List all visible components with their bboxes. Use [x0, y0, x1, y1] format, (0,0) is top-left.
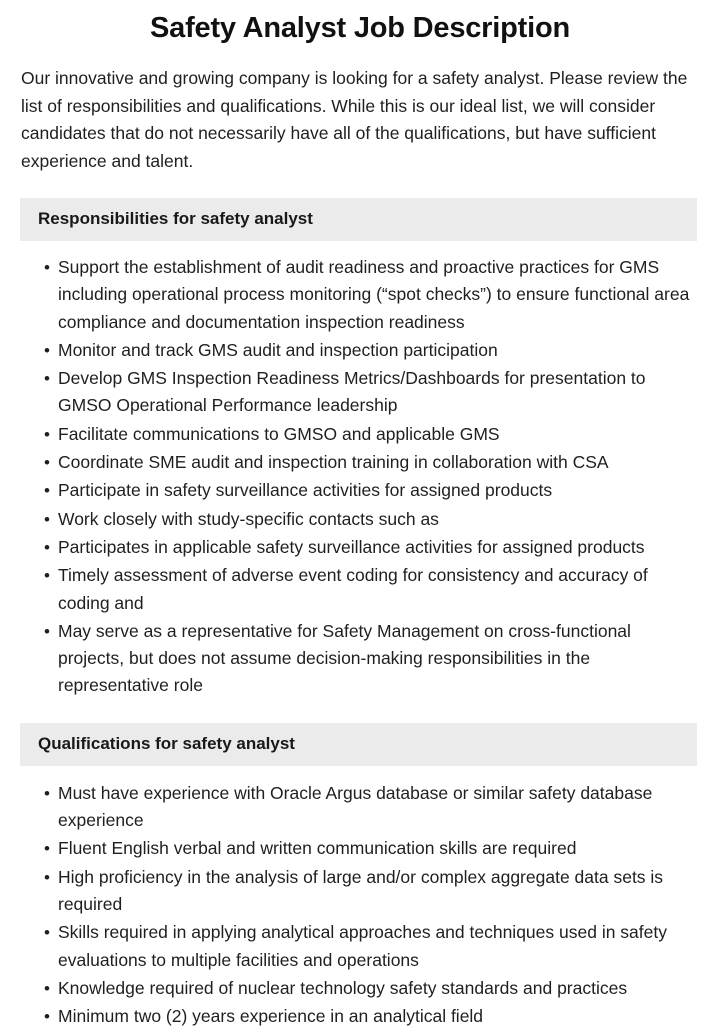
intro-paragraph: Our innovative and growing company is looking for a safety analyst. Please review the list of responsibilities and qualifications. While this is our ideal list, we will consider candidates that do not necessarily have all of the qualifications, but have sufficient experience and talent. [21, 68, 688, 171]
section-responsibilities [0, 198, 720, 700]
list-item: • Support the establishment of audit readiness and proactive practices for GMS including operational process monitoring (“spot checks”) to ensure functional area compliance and documentation inspection readiness [45, 254, 696, 336]
list-item: • High proficiency in the analysis of large and/or complex aggregate data sets is required [45, 864, 696, 919]
list-item: • Participates in applicable safety surveillance activities for assigned products [45, 534, 696, 561]
list-item: • Must have experience with Oracle Argus database or similar safety database experience [45, 780, 696, 835]
list-item: • Coordinate SME audit and inspection training in collaboration with CSA [45, 449, 696, 476]
list-item: • Skills required in applying analytical approaches and techniques used in safety evaluations to multiple facilities and operations [45, 919, 696, 974]
page-title: Safety Analyst Job Description [150, 12, 570, 44]
section-heading-responsibilities: Responsibilities for safety analyst [20, 198, 697, 241]
list-item: • Knowledge required of nuclear technology safety standards and practices [45, 975, 696, 1002]
list-item: • Facilitate communications to GMSO and applicable GMS [45, 421, 696, 448]
section-qualifications [0, 723, 720, 1031]
list-item: • Fluent English verbal and written communication skills are required [45, 835, 696, 862]
qualifications-list [0, 766, 720, 1031]
list-item: • May serve as a representative for Safety Management on cross-functional projects, but does not assume decision-making responsibilities in the representative role [45, 618, 696, 700]
section-heading-qualifications: Qualifications for safety analyst [20, 723, 697, 766]
list-item: • Minimum two (2) years experience in an analytical field [45, 1003, 696, 1030]
list-item: • Monitor and track GMS audit and inspection participation [45, 337, 696, 364]
list-item: • Participate in safety surveillance activities for assigned products [45, 477, 696, 504]
list-item: • Work closely with study-specific contacts such as [45, 506, 696, 533]
list-item: • Timely assessment of adverse event coding for consistency and accuracy of coding and [45, 562, 696, 617]
responsibilities-list [0, 241, 720, 700]
list-item: • Develop GMS Inspection Readiness Metrics/Dashboards for presentation to GMSO Operational Performance leadership [45, 365, 696, 420]
